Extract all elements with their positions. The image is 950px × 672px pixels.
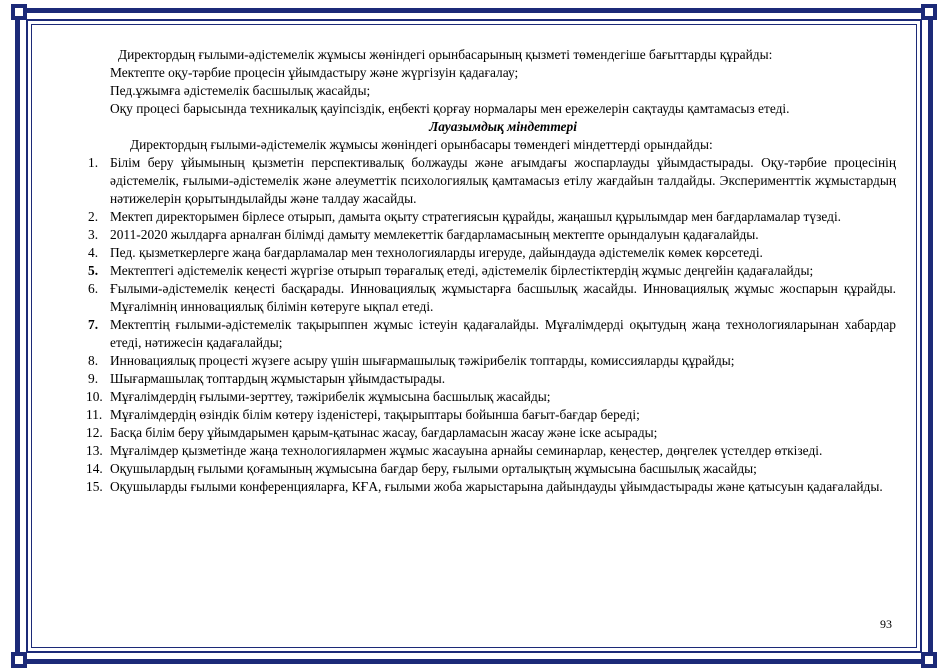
intro-item: Пед.ұжымға әдістемелік басшылық жасайды; [110,83,371,98]
list-item-text: Мектеп директорымен бірлесе отырып, дамыта оқыту стратегиясын құрайды, жаңашыл құрылымдар мен бағдарламалар түзеді. [110,209,842,224]
intro-item: Оқу процесі барысында техникалық қауіпсіздік, еңбекті қорғау нормалары мен ережелерін сақтауды қамтамасыз етеді. [110,101,790,116]
section-lead: Директордың ғылыми-әдістемелік жұмысы жөніндегі орынбасары төмендегі міндеттерді орындайды: [130,137,713,152]
list-item-text: Пед. қызметкерлерге жаңа бағдарламалар мен технологияларды игеруде, дайындауда әдістемелік көмек көрсетеді. [110,245,763,260]
list-number: 15. [86,479,103,494]
frame-corner-ornament [921,652,937,668]
list-number: 12. [86,425,103,440]
list-item [86,424,896,442]
list-item-text: 2011-2020 жылдарға арналған білімді дамыту мемлекеттік бағдарламасының мектепте орындалуын қадағалайды. [110,227,759,242]
list-item [88,226,896,244]
list-item-text: Оқушылардың ғылыми қоғамының жұмысына бағдар беру, ғылыми орталықтың жұмысына басшылық жасайды; [110,461,757,476]
list-number: 3. [88,227,99,242]
list-item-text: Оқушыларды ғылыми конференцияларға, КҒА, ғылыми жоба жарыстарына дайындауды ұйымдастырады және қатысуын қадағалайды. [110,479,883,494]
list-item [88,154,896,208]
intro-list [110,64,896,118]
list-number: 8. [88,353,99,368]
list-number: 13. [86,443,103,458]
list-item [88,370,896,388]
intro-item: Мектепте оқу-тәрбие процесін ұйымдастыру және жүргізуін қадағалау; [110,65,519,80]
frame-corner-ornament [11,652,27,668]
list-item [88,208,896,226]
list-item [88,280,896,316]
list-item [88,262,896,280]
duties-list [86,154,896,496]
list-number: 10. [86,389,103,404]
list-item-text: Мұғалімдердің өзіндік білім көтеру ізденістері, тақырыптары бойынша бағыт-бағдар береді; [110,407,640,422]
list-item-text: Білім беру ұйымының қызметін перспективалық болжауды және ағымдағы жоспарлауды ұйымдастырады. Оқу-тәрбие процесінің әдістемелік, ғылыми-әдістемелік және әлеуметтік психологиялық қамтамасыз етілу жағдайын талдайды. Эксперименттік жұмыстардың нәтижелерін қорытындылайды және талдау жасайды. [110,155,896,206]
list-item-text: Инновациялық процесті жүзеге асыру үшін шығармашылық тәжірибелік топтарды, комиссияларды құрайды; [110,353,735,368]
list-number: 4. [88,245,99,260]
list-item [86,406,896,424]
list-number: 14. [86,461,103,476]
list-item-text: Мектептегі әдістемелік кеңесті жүргізе отырып төрағалық етеді, әдістемелік бірлестіктердің жұмыс деңгейін қадағалайды; [110,263,814,278]
intro-paragraph: Директордың ғылыми-әдістемелік жұмысы жөніндегі орынбасарының қызметі төмендегіше бағыттарды құрайды: [118,47,773,62]
list-item [86,478,896,496]
list-number: 9. [88,371,99,386]
list-item-text: Шығармашылақ топтардың жұмыстарын ұйымдастырады. [110,371,446,386]
list-item-text: Ғылыми-әдістемелік кеңесті басқарады. Инновациялық жұмыстарға басшылық жасайды. Инновациялық жұмыс жоспарын құрайды. Мұғалімнің инновациялық білімін көтеруге ықпал етеді. [110,281,896,314]
list-item [86,442,896,460]
list-item [88,352,896,370]
page-number: 93 [880,617,892,631]
list-item-text: Мұғалімдер қызметінде жаңа технологиялармен жұмыс жасауына арнайы семинарлар, кеңестер, дөңгелек үстелдер өткізеді. [110,443,823,458]
document-body [86,46,896,496]
list-item [86,460,896,478]
list-number: 5. [88,263,99,278]
list-item [88,244,896,262]
list-number: 11. [86,407,103,422]
frame-corner-ornament [11,4,27,20]
list-item-text: Басқа білім беру ұйымдарымен қарым-қатынас жасау, бағдарламасын жасау және іске асырады; [110,425,658,440]
frame-corner-ornament [921,4,937,20]
list-item-text: Мұғалімдердің ғылыми-зерттеу, тәжірибелік жұмысына басшылық жасайды; [110,389,551,404]
list-item-text: Мектептің ғылыми-әдістемелік тақырыппен жұмыс істеуін қадағалайды. Мұғалімдерді оқытудың жаңа технологияларынан хабардар етеді, нәтижесін қадағалайды; [110,317,896,350]
list-number: 1. [88,155,99,170]
list-number: 7. [88,317,99,332]
list-number: 6. [88,281,99,296]
section-heading: Лауазымдық міндеттері [429,119,577,134]
list-item [88,316,896,352]
list-item [86,388,896,406]
list-number: 2. [88,209,99,224]
